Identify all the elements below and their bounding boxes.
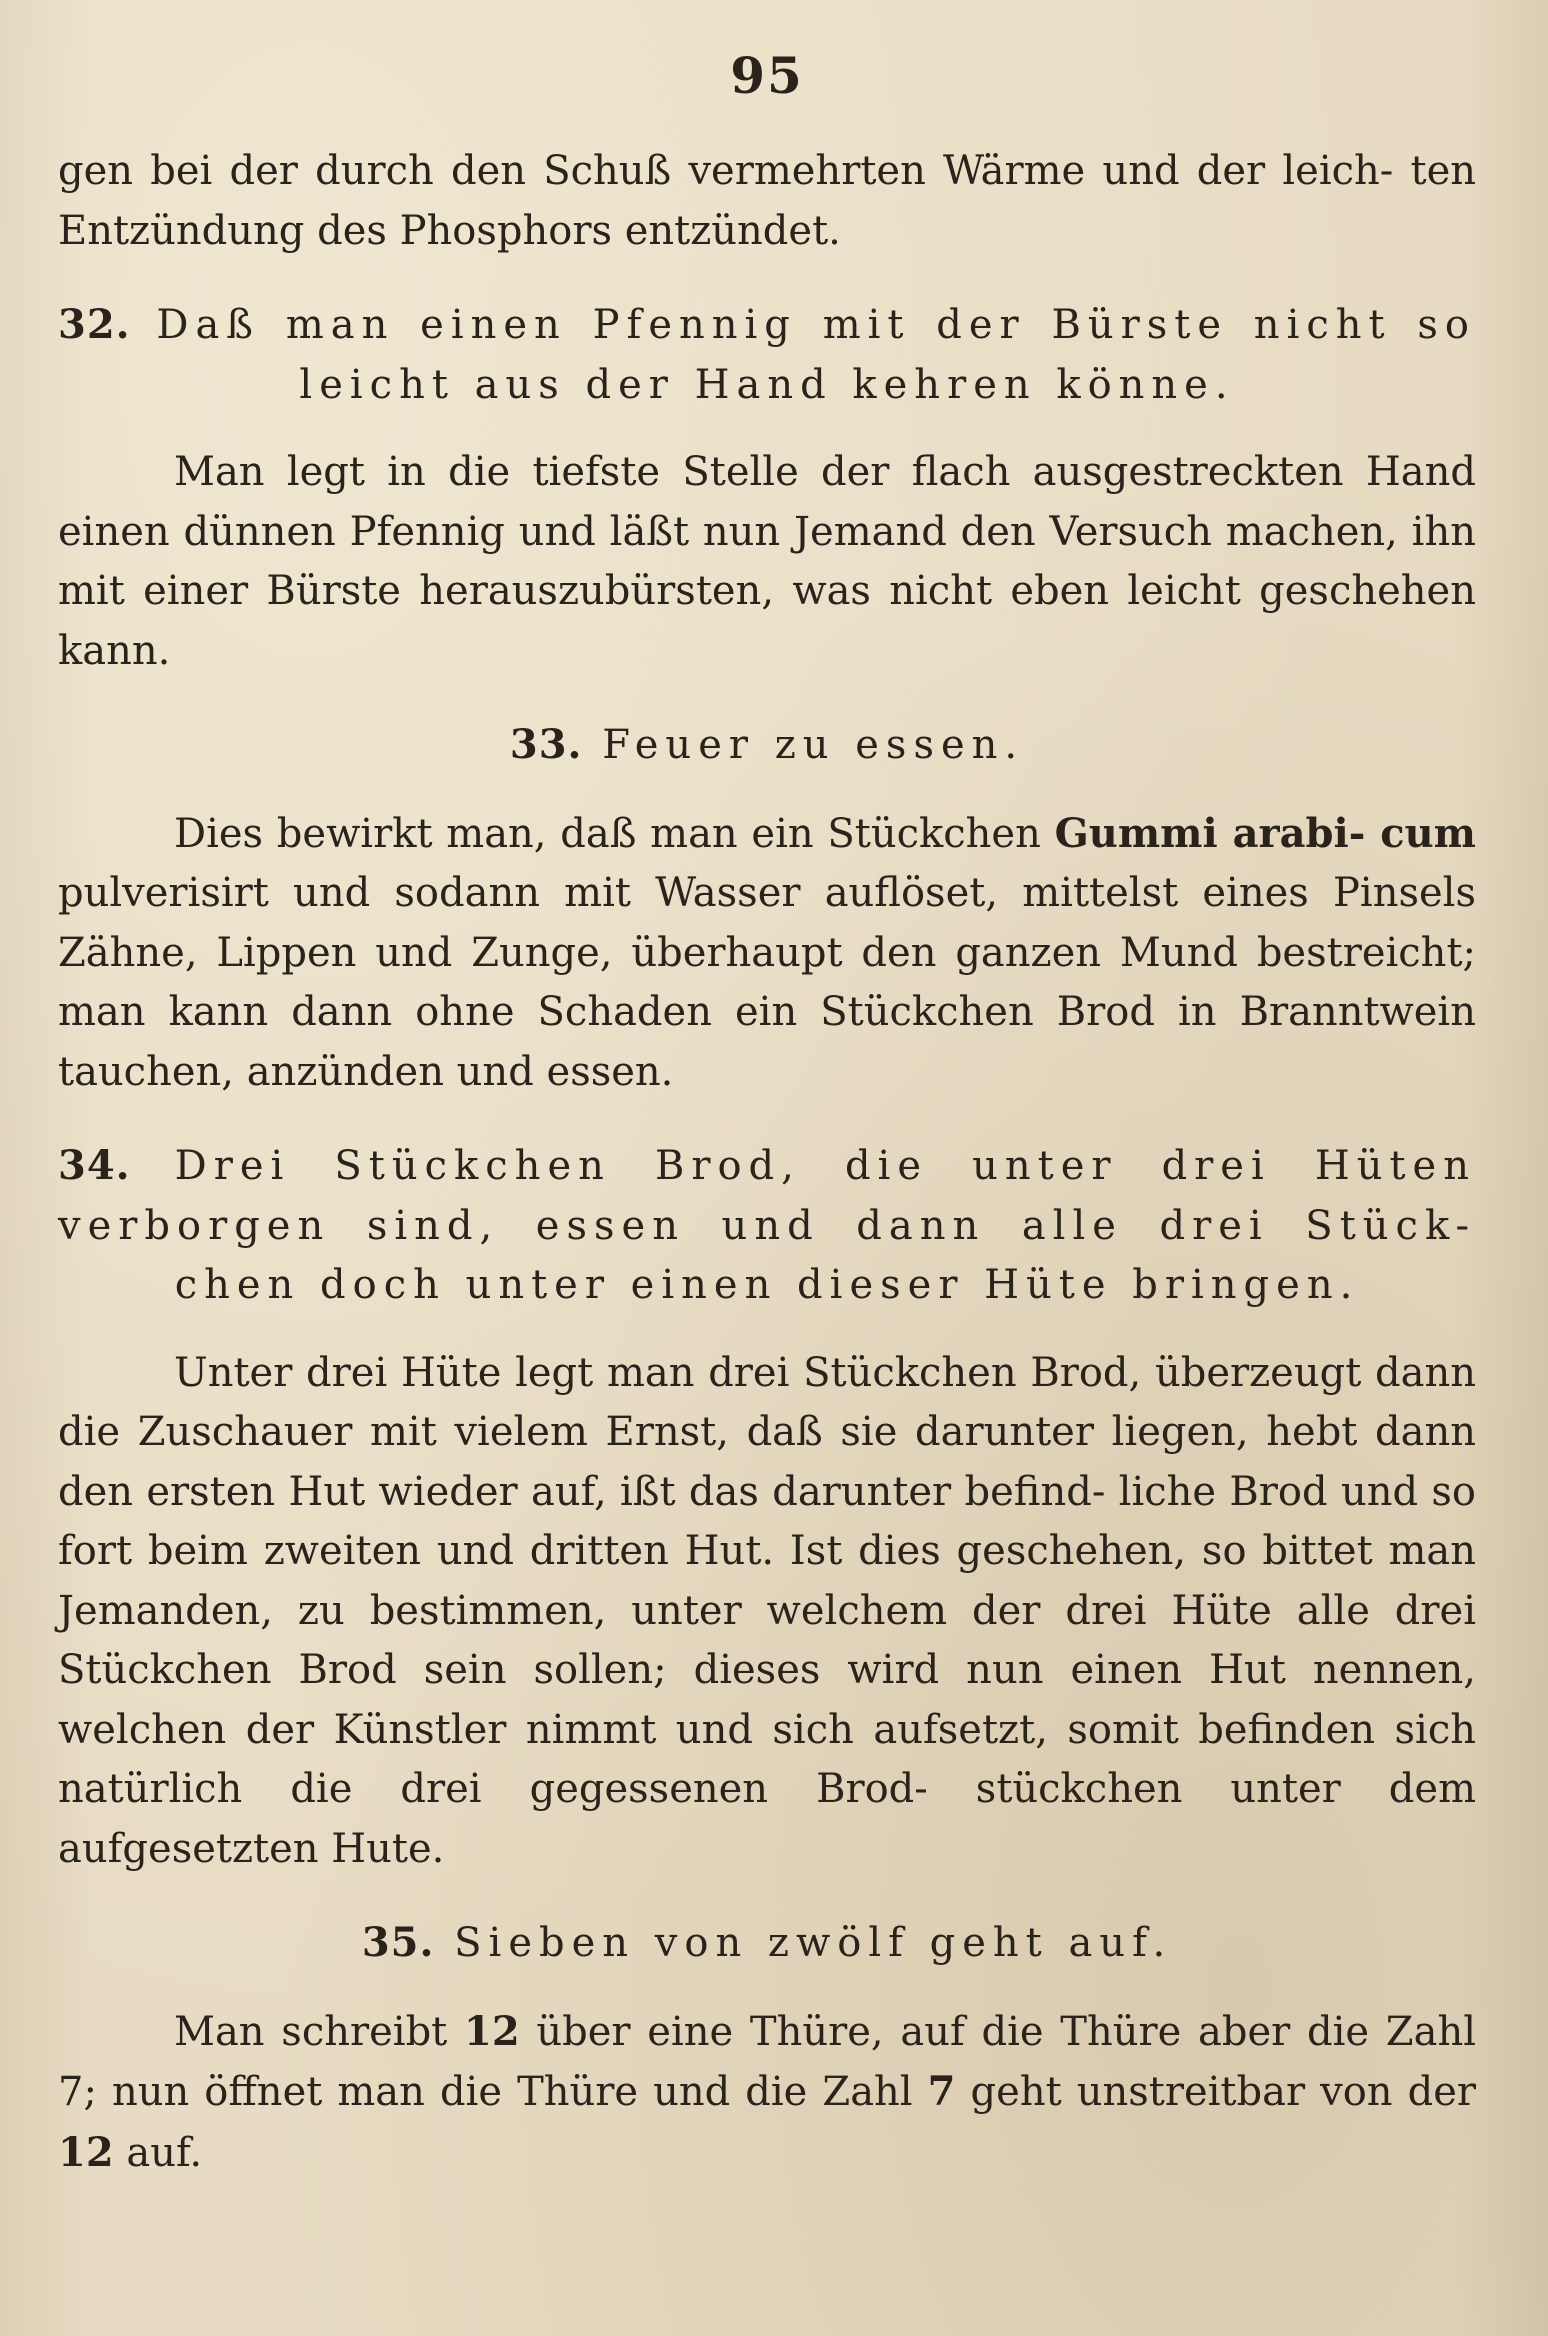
section-32-number: 32. <box>58 301 131 348</box>
continuation-paragraph: gen bei der durch den Schuß vermehrten Wärme und der leich- ten Entzündung des Phosphors entzündet. <box>58 148 1476 254</box>
section-33-body-bold: Gummi arabi- cum <box>1054 809 1476 857</box>
section-35-body-1: Man schreibt <box>174 2008 464 2055</box>
section-35-title: Sieben von zwölf geht auf. <box>454 1920 1173 1966</box>
section-32-title: Daß man einen Pfennig mit der Bürste nicht so leicht aus der Hand kehren könne. <box>156 302 1477 408</box>
section-32-heading <box>58 295 1476 415</box>
section-34-body: Unter drei Hüte legt man drei Stückchen Brod, überzeugt dann die Zuschauer mit vielem Ernst, daß sie darunter liegen, hebt dann den ersten Hut wieder auf, ißt das darunter befind- liche Brod und so fort beim zweiten und dritten Hut. Ist dies geschehen, so bittet man Jemanden, zu bestimmen, unter welchem der drei Hüte alle drei Stückchen Brod sein sollen; dieses wird nun einen Hut nennen, welchen der Künstler nimmt und sich aufsetzt, somit befinden sich natürlich die drei gegessenen Brod- stückchen unter dem aufgesetzten Hute. <box>58 1349 1476 1872</box>
section-34-heading <box>58 1136 1476 1316</box>
section-35-body-6: 12 <box>58 2128 114 2176</box>
section-33-title: Feuer zu essen. <box>602 722 1025 768</box>
section-33-body-post: pulverisirt und sodann mit Wasser auflöset, mittelst eines Pinsels Zähne, Lippen und Zunge, überhaupt den ganzen Mund bestreicht; man kann dann ohne Schaden ein Stückchen Brod in Branntwein tauchen, anzünden und essen. <box>58 870 1476 1095</box>
section-35-number: 35. <box>361 1919 435 1966</box>
section-35-body-2: 12 <box>463 2007 520 2055</box>
section-35-body <box>58 2002 1476 2184</box>
section-33-body <box>58 804 1476 1103</box>
section-33-heading <box>58 715 1476 776</box>
section-35-body-7: auf. <box>113 2129 203 2176</box>
section-33-body-pre: Dies bewirkt man, daß man ein Stückchen <box>174 810 1055 857</box>
section-35-heading <box>58 1913 1476 1974</box>
section-34-title: Drei Stückchen Brod, die unter drei Hüten verborgen sind, essen und dann alle drei Stück- chen doch unter einen dieser Hüte bringen. <box>58 1143 1476 1308</box>
section-35-body-5: geht unstreitbar von der <box>955 2069 1477 2115</box>
page-number: 95 <box>730 46 804 105</box>
section-33-number: 33. <box>509 721 583 768</box>
section-32-body: Man legt in die tiefste Stelle der flach ausgestreckten Hand einen dünnen Pfennig und läßt nun Jemand den Versuch machen, ihn mit einer Bürste herauszubürsten, was nicht eben leicht geschehen kann. <box>58 449 1476 674</box>
section-34-number: 34. <box>58 1142 131 1189</box>
section-35-body-3: über eine Thüre, auf die Thüre aber die Zahl 7; nun öffnet man die Thüre und die Zahl <box>58 2008 1476 2115</box>
section-35-body-4: 7 <box>927 2068 956 2115</box>
